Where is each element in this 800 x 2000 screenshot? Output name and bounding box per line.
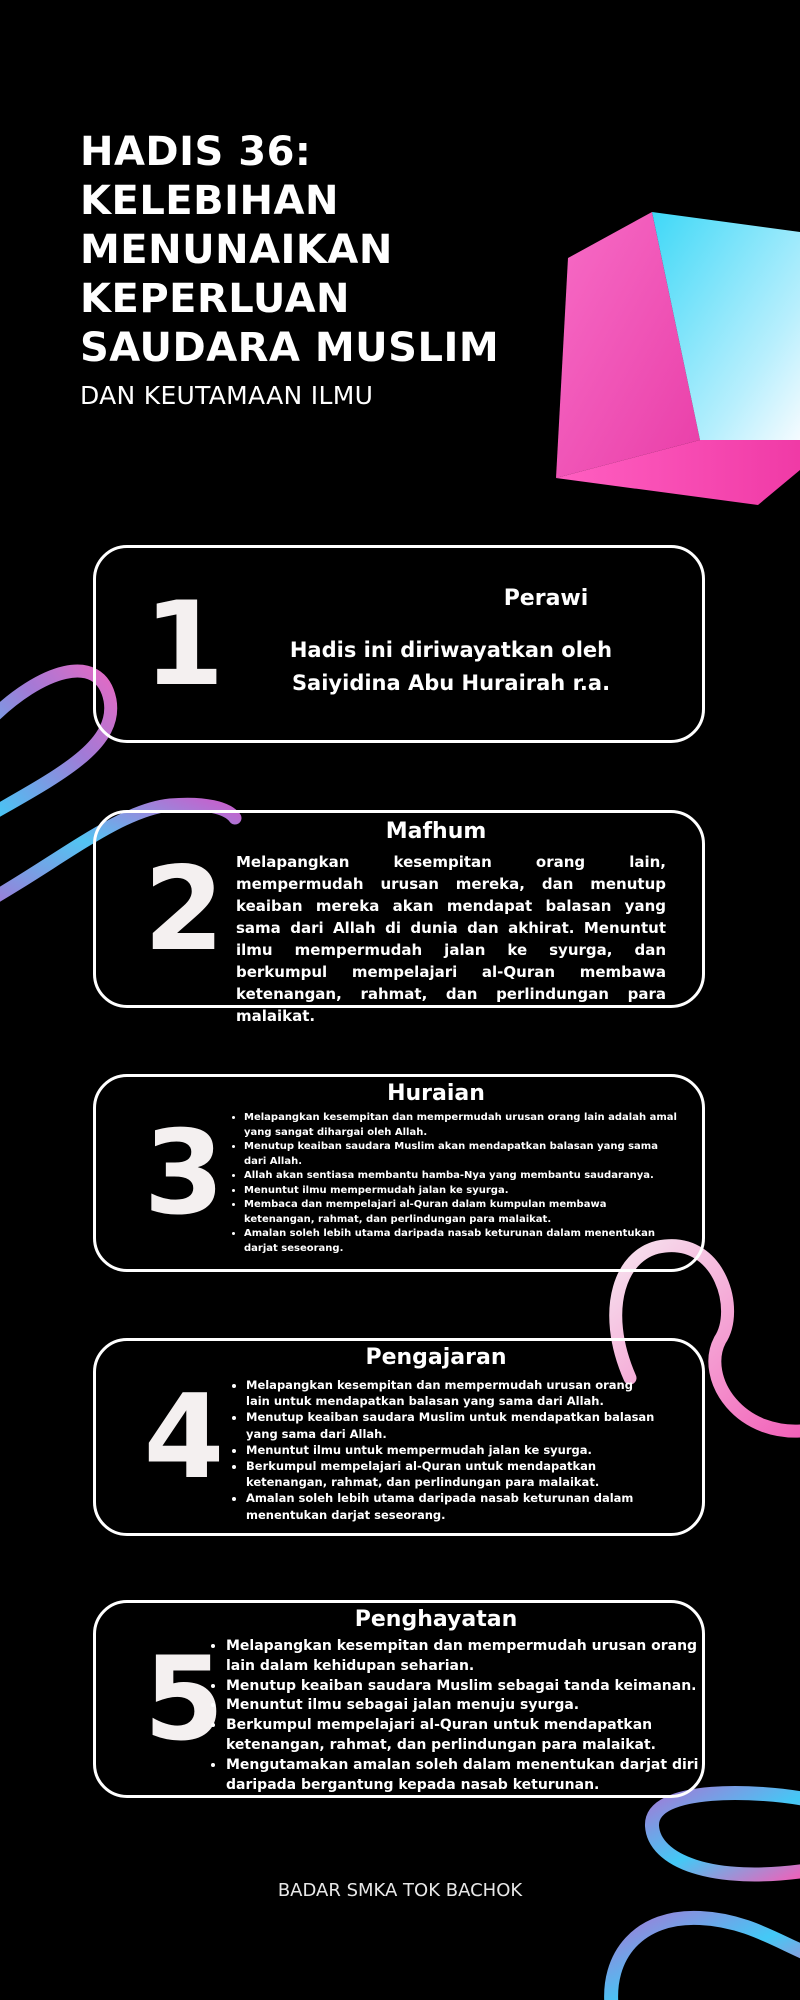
list-item: • Berkumpul mempelajari al-Quran untuk mendapatkan ketenangan, rahmat, dan perlindungan para malaikat. [226,1716,726,1756]
card-heading: Mafhum [385,819,487,844]
header [80,128,560,410]
card-heading: Penghayatan [354,1607,518,1632]
card-number: 5 [143,1631,225,1767]
list-item: • Amalan soleh lebih utama daripada nasab keturunan dalam menentukan darjat seseorang. [246,1490,656,1522]
list-item: • Menuntut ilmu sebagai jalan menuju syurga. [226,1696,726,1716]
list-item: • Berkumpul mempelajari al-Quran untuk mendapatkan ketenangan, rahmat, dan perlindungan para malaikat. [246,1458,656,1490]
list-item: • Allah akan sentiasa membantu hamba-Nya yang membantu saudaranya. [244,1169,679,1184]
card-perawi [93,545,705,743]
card-list [226,1111,679,1256]
ribbon-right-bottom [652,1793,800,1874]
card-pengajaran [93,1338,705,1536]
card-number: 3 [143,1105,225,1241]
card-number: 4 [143,1369,225,1505]
card-heading: Huraian [387,1081,485,1106]
list-item: • Menuntut ilmu mempermudah jalan ke syurga. [244,1184,679,1199]
cube-shape [556,212,800,505]
card-heading: Pengajaran [365,1345,507,1370]
list-item: • Menutup keaiban saudara Muslim untuk mendapatkan balasan yang sama dari Allah. [246,1409,656,1441]
card-heading: Perawi [503,586,589,611]
footer-credit: BADAR SMKA TOK BACHOK [277,1880,523,1901]
list-item: • Amalan soleh lebih utama daripada nasab keturunan dalam menentukan darjat seseorang. [244,1227,679,1256]
list-item: • Melapangkan kesempitan dan mempermudah urusan orang lain dalam kehidupan seharian. [226,1637,726,1677]
list-item: • Mengutamakan amalan soleh dalam menentukan darjat diri daripada bergantung kepada nasab keturunan. [226,1756,726,1796]
card-body: Melapangkan kesempitan orang lain, mempermudah urusan mereka, dan menutup keaiban mereka akan mendapat balasan yang sama dari Allah di dunia dan akhirat. Menuntut ilmu mempermudah jalan ke syurga, dan berkumpul mempelajari al-Quran membawa ketenangan, rahmat, dan perlindungan para malaikat. [236,853,666,1025]
card-huraian [93,1074,705,1272]
card-list [208,1637,726,1795]
card-number: 2 [143,841,225,977]
card-body: Hadis ini diriwayatkan oleh Saiyidina Abu Hurairah r.a. [289,638,613,695]
list-item: • Membaca dan mempelajari al-Quran dalam kumpulan membawa ketenangan, rahmat, dan perlindungan para malaikat. [244,1198,679,1227]
list-item: • Menuntut ilmu untuk mempermudah jalan ke syurga. [246,1442,656,1458]
ribbon-right-corner [611,1918,800,2000]
card-mafhum [93,810,705,1025]
list-item: • Melapangkan kesempitan dan mempermudah urusan orang lain untuk mendapatkan balasan yang sama dari Allah. [246,1377,656,1409]
card-penghayatan [93,1600,705,1798]
card-list [228,1377,656,1523]
page-title: HADIS 36: KELEBIHAN MENUNAIKAN KEPERLUAN SAUDARA MUSLIM [80,129,500,371]
list-item: • Menutup keaiban saudara Muslim akan mendapatkan balasan yang sama dari Allah. [244,1140,679,1169]
list-item: • Melapangkan kesempitan dan mempermudah urusan orang lain adalah amal yang sangat dihargai oleh Allah. [244,1111,679,1140]
page-subtitle: DAN KEUTAMAAN ILMU [80,381,374,410]
list-item: • Menutup keaiban saudara Muslim sebagai tanda keimanan. [226,1677,726,1697]
card-number: 1 [143,576,225,712]
